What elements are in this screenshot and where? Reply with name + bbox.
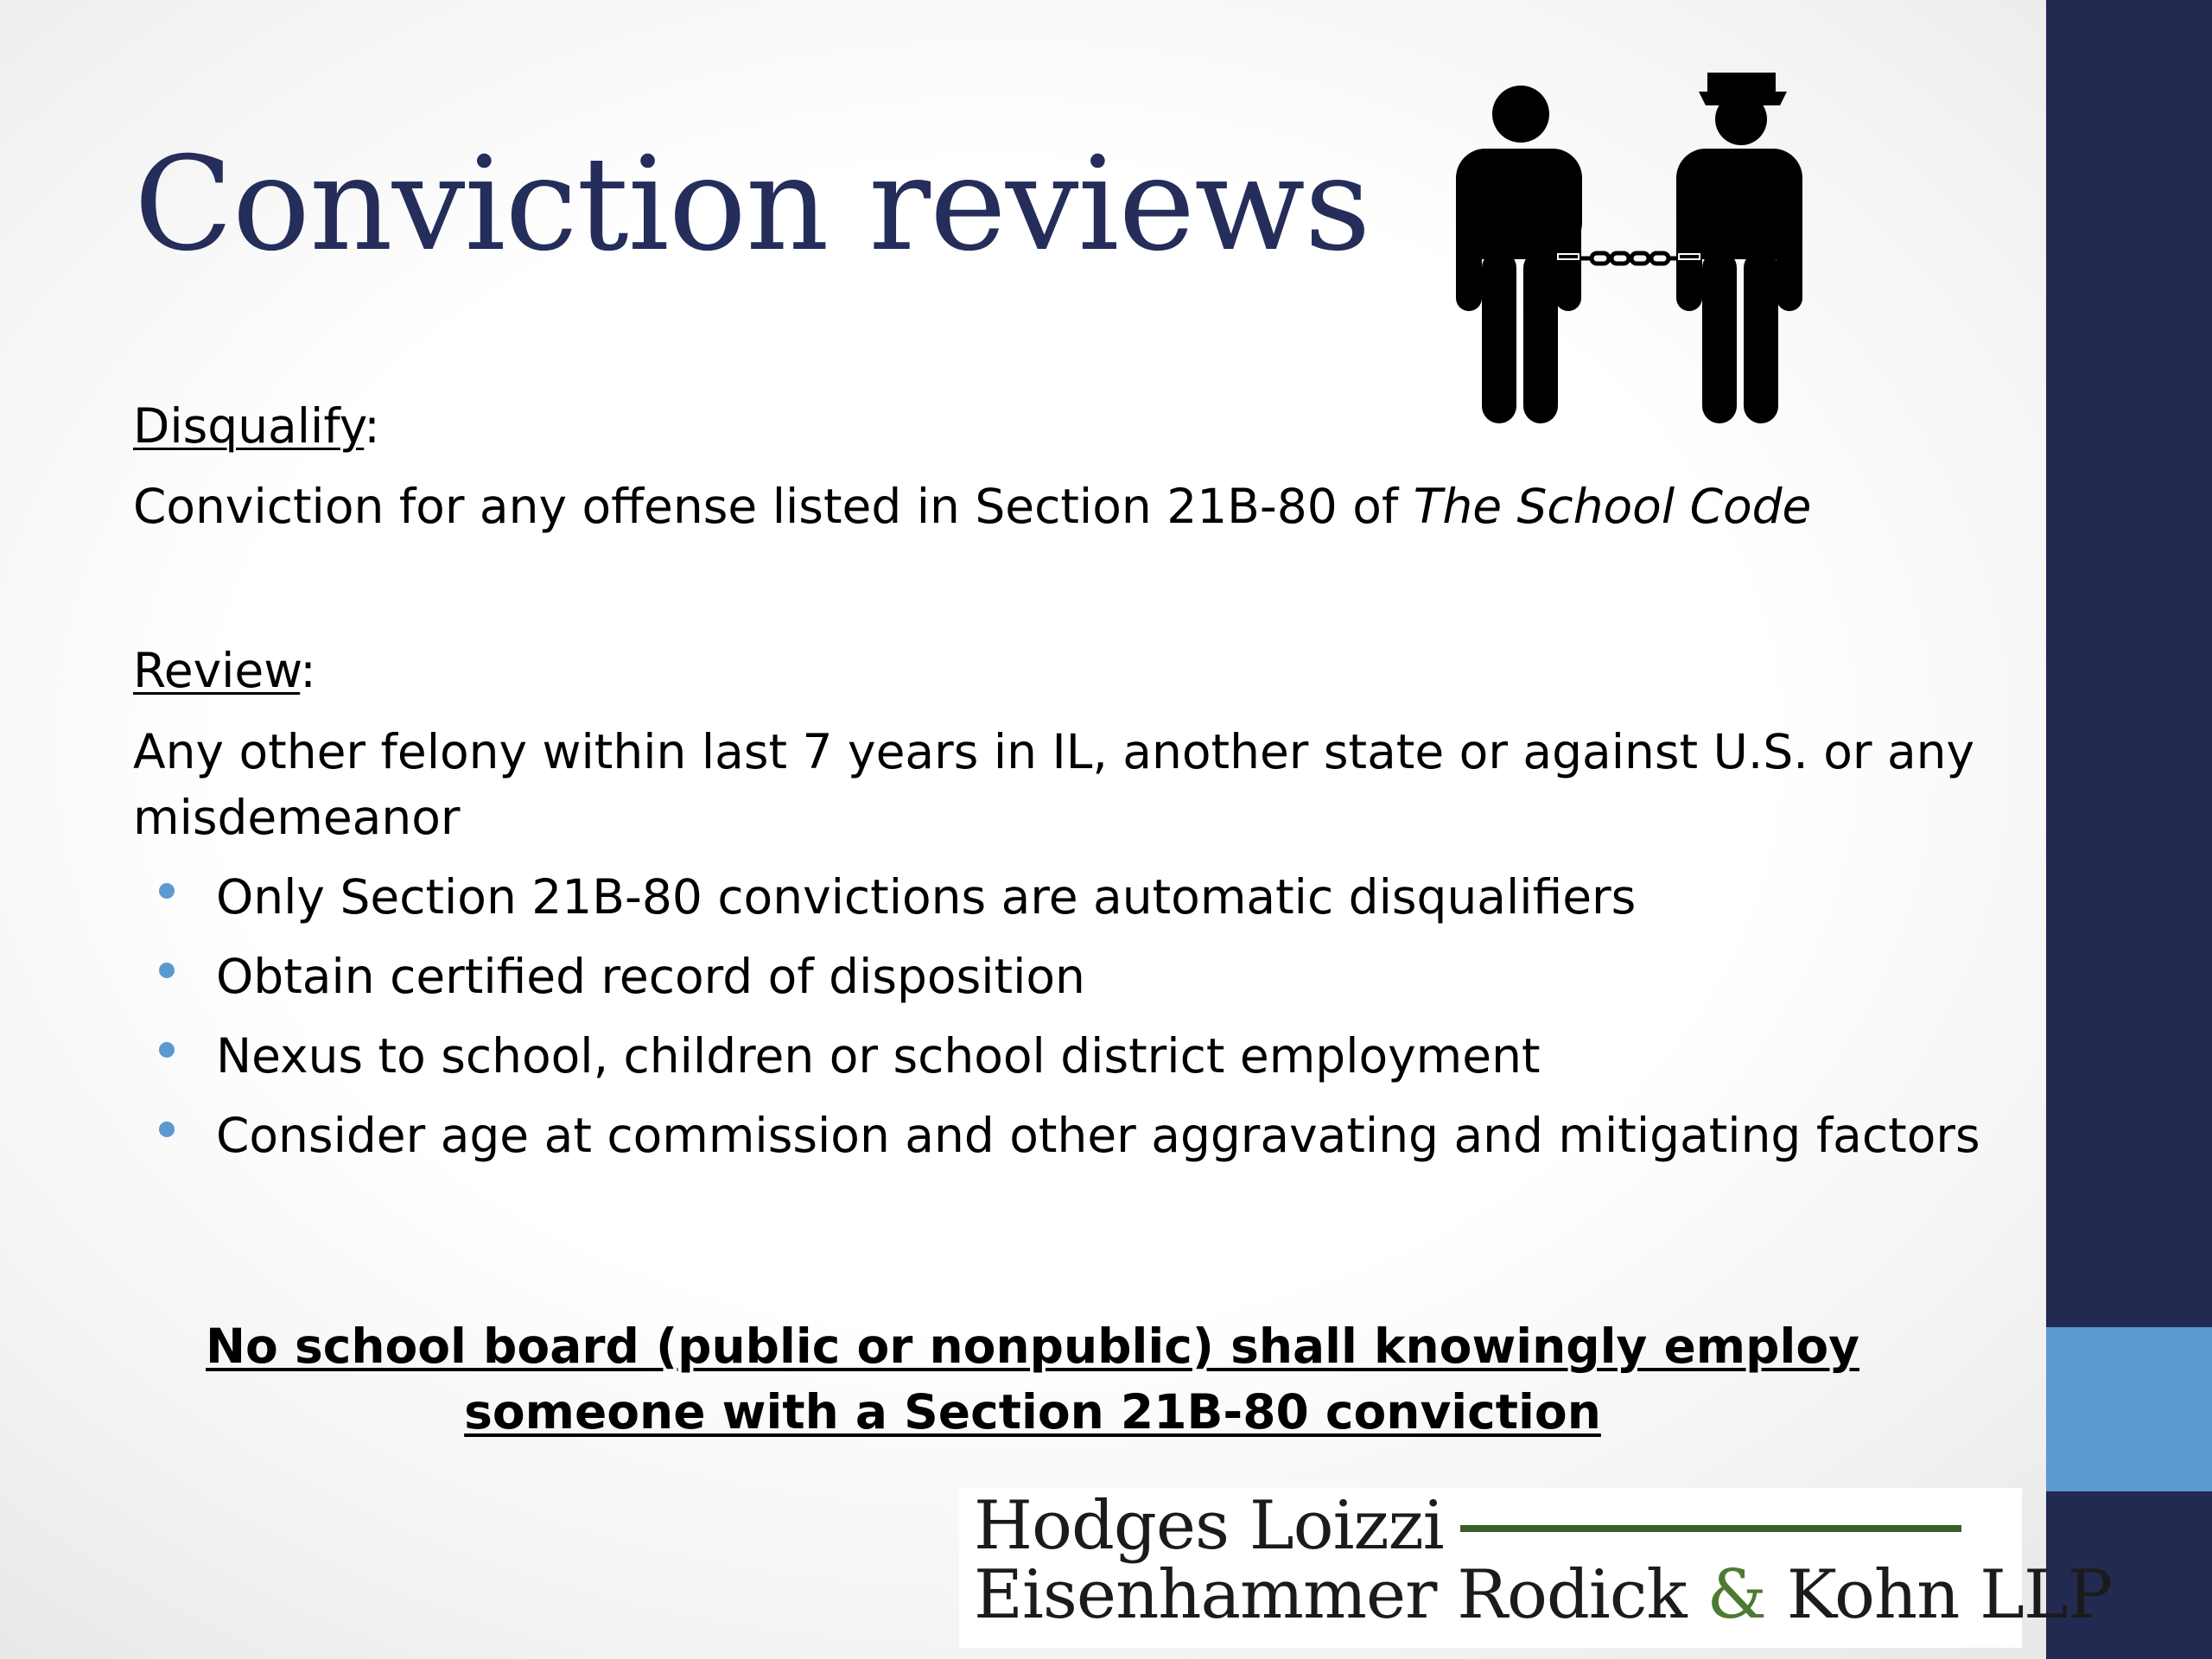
notice-line-2: someone with a Section 21B-80 conviction	[464, 1384, 1601, 1440]
notice-line-1: No school board (public or nonpublic) shall knowingly employ	[206, 1319, 1859, 1374]
review-text: Any other felony within last 7 years in IL, another state or against U.S. or any misdemeanor	[133, 724, 1975, 845]
bullet-text: Only Section 21B-80 convictions are automatic disqualifiers	[216, 869, 1637, 925]
list-item	[133, 1103, 1991, 1168]
logo-rule	[1460, 1525, 1961, 1532]
logo-ampersand: &	[1707, 1556, 1766, 1634]
bullet-text: Nexus to school, children or school district employment	[216, 1028, 1541, 1084]
logo-name-part: Eisenhammer Rodick	[974, 1556, 1707, 1634]
disqualify-heading-line	[133, 393, 2017, 459]
logo-line-1: Hodges Loizzi	[974, 1487, 1444, 1565]
bullet-dot-icon	[159, 1122, 175, 1137]
list-item	[133, 944, 1991, 1009]
review-heading-line	[133, 638, 2017, 703]
firm-logo	[959, 1487, 2113, 1648]
prisoner-and-officer-handcuffed-icon	[1434, 69, 1823, 432]
bullet-text: Consider age at commission and other aggravating and mitigating factors	[216, 1108, 1980, 1163]
bullet-dot-icon	[159, 1042, 175, 1058]
logo-name-part: Kohn LLP	[1765, 1556, 2113, 1634]
list-item	[133, 864, 1991, 930]
school-code-reference: The School Code	[1413, 479, 1812, 534]
disqualify-heading: Disqualify	[133, 398, 365, 454]
bullet-text: Obtain certified record of disposition	[216, 949, 1085, 1004]
logo-line-2	[974, 1557, 2112, 1633]
disqualify-text	[133, 474, 2017, 539]
employment-notice	[173, 1313, 1892, 1445]
slide-title: Conviction reviews	[134, 130, 1370, 280]
disqualify-colon: :	[364, 398, 380, 454]
bullet-dot-icon	[159, 963, 175, 978]
disqualify-text-main: Conviction for any offense listed in Section 21B-80 of	[133, 479, 1414, 534]
list-item	[133, 1023, 1991, 1089]
review-colon: :	[300, 643, 316, 698]
review-heading: Review	[133, 643, 301, 698]
review-bullet-list	[133, 864, 1991, 1182]
side-accent-block	[2046, 1327, 2212, 1491]
bullet-dot-icon	[159, 883, 175, 899]
